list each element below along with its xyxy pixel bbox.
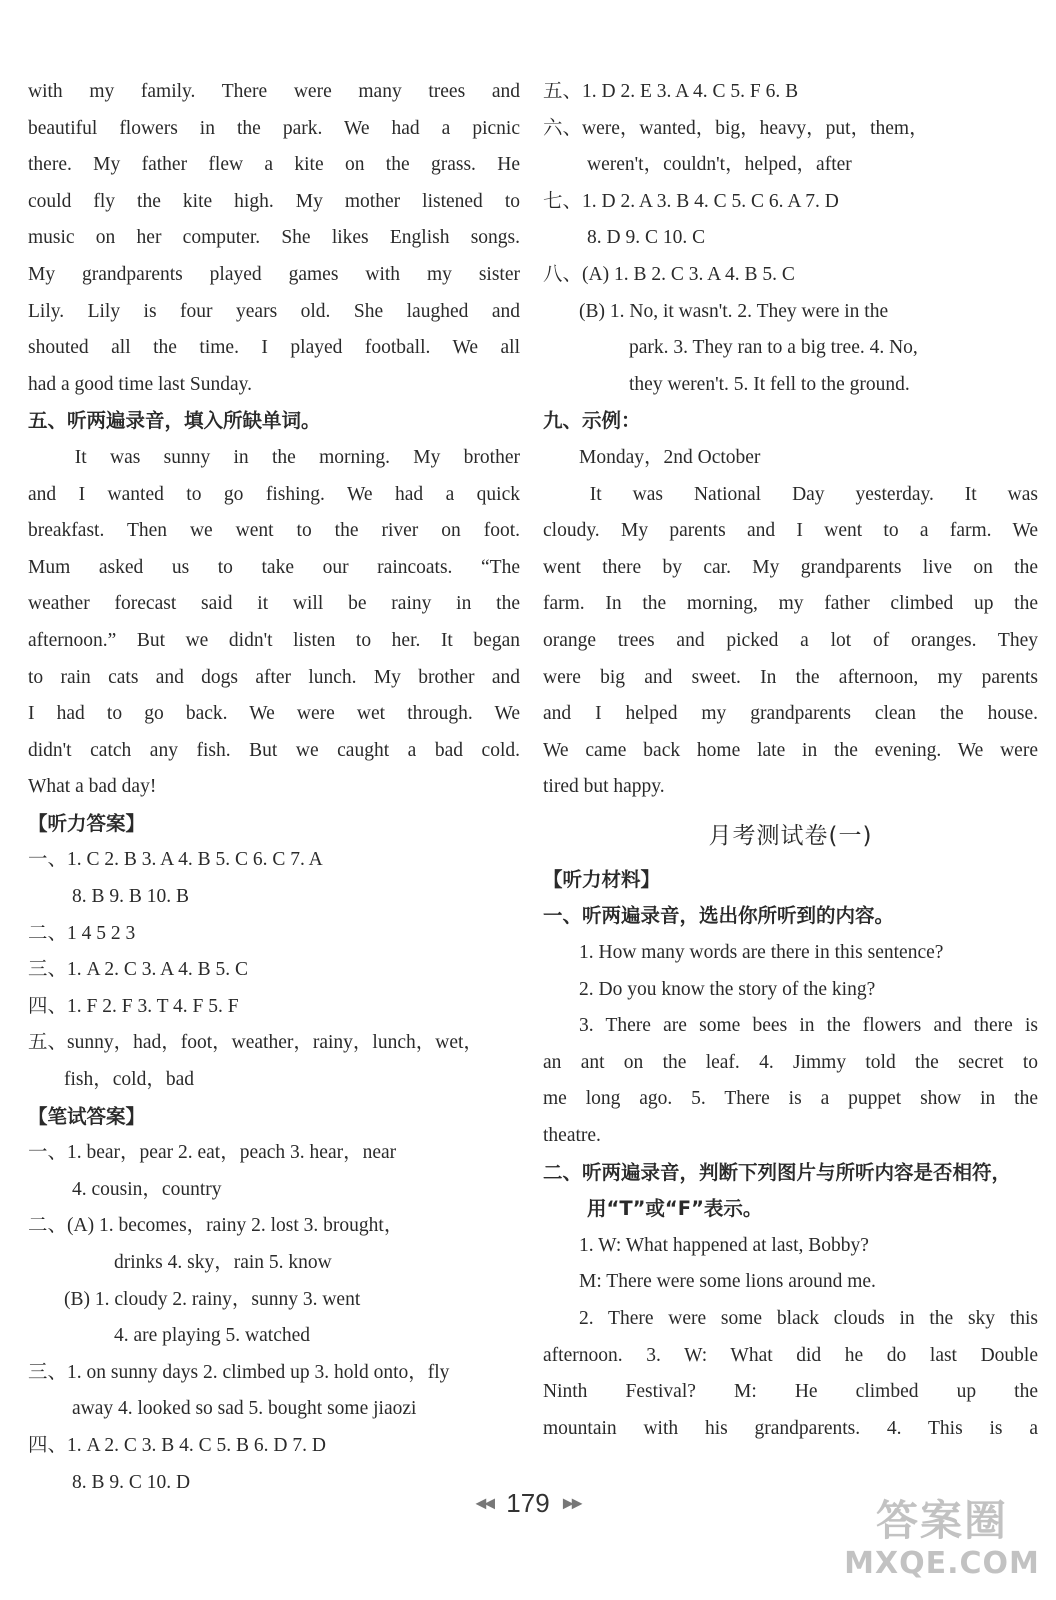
section5-line: I had to go back. We were wet through. We: [28, 703, 520, 725]
page-number: 179: [506, 1487, 550, 1518]
left-column: [28, 74, 520, 1501]
story-line: with my family. There were many trees and: [28, 81, 520, 102]
watermark-url: MXQE.COM: [844, 1546, 1040, 1581]
section5-line: Mum asked us to take our raincoats. “The: [28, 556, 520, 578]
written-answers-title: 【笔试答案】: [28, 1104, 146, 1128]
section5-line: It was sunny in the morning. My brother: [74, 446, 520, 468]
story-line: could fly the kite high. My mother listened to: [28, 190, 520, 212]
next-arrows-icon: ▶▶: [562, 1494, 581, 1511]
lm1-line: me long ago. 5. There is a puppet show in the: [543, 1088, 1038, 1110]
story-line: shouted all the time. I played football. We all: [28, 337, 520, 359]
section5-line: to rain cats and dogs after lunch. My brother and: [28, 666, 520, 688]
answer-line: 8. B 9. C 10. D: [72, 1471, 191, 1493]
section5-title: 五、听两遍录音，填入所缺单词。: [28, 409, 321, 433]
lm2-line: mountain with his grandparents. 4. This is a: [543, 1417, 1038, 1439]
right-column: [543, 74, 1038, 1447]
story-line: beautiful flowers in the park. We had a picnic: [28, 117, 520, 139]
lm1-line: 2. Do you know the story of the king?: [579, 978, 876, 1000]
answer-line: 8. B 9. B 10. B: [72, 886, 190, 908]
essay-line: and I helped my grandparents clean the house.: [543, 703, 1038, 725]
essay-line: orange trees and picked a lot of oranges. They: [543, 629, 1038, 651]
section5-line: What a bad day!: [28, 776, 157, 798]
section5-line: and I wanted to go fishing. We had a quick: [28, 483, 520, 505]
answer-line: 二、(A) 1. becomes，rainy 2. lost 3. brought，: [28, 1215, 404, 1237]
section5-line: breakfast. Then we went to the river on foot.: [28, 520, 520, 542]
answer-line: they weren't. 5. It fell to the ground.: [629, 373, 910, 395]
lm2-line: M: There were some lions around me.: [579, 1271, 876, 1293]
section5-line: weather forecast said it will be rainy in the: [28, 593, 520, 615]
answer-line: away 4. looked so sad 5. bought some jiaozi: [72, 1398, 417, 1420]
answer-line: weren't，couldn't，helped，after: [587, 154, 852, 176]
lm2-title: 二、听两遍录音，判断下列图片与所听内容是否相符，: [543, 1160, 1012, 1184]
section9-title: 九、示例：: [543, 409, 641, 433]
answer-line: 三、1. A 2. C 3. A 4. B 5. C: [28, 959, 248, 981]
answer-line: fish，cold，bad: [64, 1069, 194, 1091]
essay-line: were big and sweet. In the afternoon, my parents: [543, 666, 1038, 688]
essay-line: We came back home late in the evening. We were: [543, 739, 1038, 761]
lm1-line: 3. There are some bees in the flowers and there is: [579, 1015, 1038, 1037]
answer-line: 4. cousin，country: [72, 1178, 222, 1200]
answer-line: 二、1 4 5 2 3: [28, 922, 136, 944]
answer-line: 四、1. F 2. F 3. T 4. F 5. F: [28, 995, 239, 1017]
essay-line: tired but happy.: [543, 776, 665, 798]
story-line: had a good time last Sunday.: [28, 373, 253, 395]
essay-line: cloudy. My parents and I went to a farm. We: [543, 520, 1038, 542]
lm1-line: theatre.: [543, 1125, 601, 1147]
answer-line: 8. D 9. C 10. C: [587, 227, 706, 249]
lm2-title: 用“T”或“F”表示。: [587, 1197, 763, 1221]
answer-line: 五、1. D 2. E 3. A 4. C 5. F 6. B: [543, 81, 799, 102]
answer-line: 六、were，wanted，big，heavy，put，them，: [543, 117, 929, 139]
answer-line: 四、1. A 2. C 3. B 4. C 5. B 6. D 7. D: [28, 1434, 326, 1456]
answer-line: 五、sunny，had，foot，weather，rainy，lunch，wet，: [28, 1032, 483, 1054]
answer-line: 三、1. on sunny days 2. climbed up 3. hold onto，fly: [28, 1361, 450, 1383]
answer-line: drinks 4. sky，rain 5. know: [114, 1252, 332, 1273]
lm2-line: Ninth Festival? M: He climbed up the: [543, 1381, 1038, 1403]
lm1-line: an ant on the leaf. 4. Jimmy told the secret to: [543, 1051, 1038, 1073]
story-line: music on her computer. She likes English songs.: [28, 227, 520, 249]
answer-line: 一、1. bear，pear 2. eat，peach 3. hear，near: [28, 1142, 397, 1164]
lm1-title: 一、听两遍录音，选出你所听到的内容。: [543, 904, 895, 928]
lm2-line: 1. W: What happened at last, Bobby?: [579, 1234, 869, 1256]
story-line: Lily. Lily is four years old. She laughed and: [28, 300, 520, 322]
essay-date: Monday，2nd October: [579, 446, 761, 468]
essay-line: went there by car. My grandparents live on the: [543, 556, 1038, 578]
answer-line: (B) 1. No, it wasn't. 2. They were in the: [579, 300, 889, 322]
answer-line: 七、1. D 2. A 3. B 4. C 5. C 6. A 7. D: [543, 190, 839, 212]
story-line: My grandparents played games with my sister: [28, 263, 520, 285]
answer-line: 八、(A) 1. B 2. C 3. A 4. B 5. C: [543, 263, 795, 285]
listening-answers-title: 【听力答案】: [28, 811, 146, 835]
lm2-line: afternoon. 3. W: What did he do last Double: [543, 1344, 1038, 1366]
listening-material-title: 【听力材料】: [543, 867, 661, 891]
answer-line: park. 3. They ran to a big tree. 4. No,: [629, 337, 918, 359]
lm2-line: 2. There were some black clouds in the sky this: [579, 1308, 1038, 1329]
lm1-line: 1. How many words are there in this sentence?: [579, 942, 944, 964]
story-line: there. My father flew a kite on the grass. He: [28, 154, 520, 176]
answer-line: (B) 1. cloudy 2. rainy，sunny 3. went: [64, 1288, 361, 1310]
essay-line: farm. In the morning, my father climbed up the: [543, 593, 1038, 615]
essay-line: It was National Day yesterday. It was: [589, 483, 1038, 505]
answer-line: 一、1. C 2. B 3. A 4. B 5. C 6. C 7. A: [28, 849, 323, 871]
monthly-test-title: 月考测试卷(一): [708, 822, 873, 849]
prev-arrows-icon: ◀◀: [475, 1494, 494, 1511]
watermark-text: 答案圈: [875, 1496, 1008, 1545]
section5-line: didn't catch any fish. But we caught a bad cold.: [28, 739, 520, 761]
answer-line: 4. are playing 5. watched: [114, 1325, 311, 1347]
section5-line: afternoon.” But we didn't listen to her. It began: [28, 629, 520, 651]
watermark-logo: [842, 1488, 1042, 1596]
